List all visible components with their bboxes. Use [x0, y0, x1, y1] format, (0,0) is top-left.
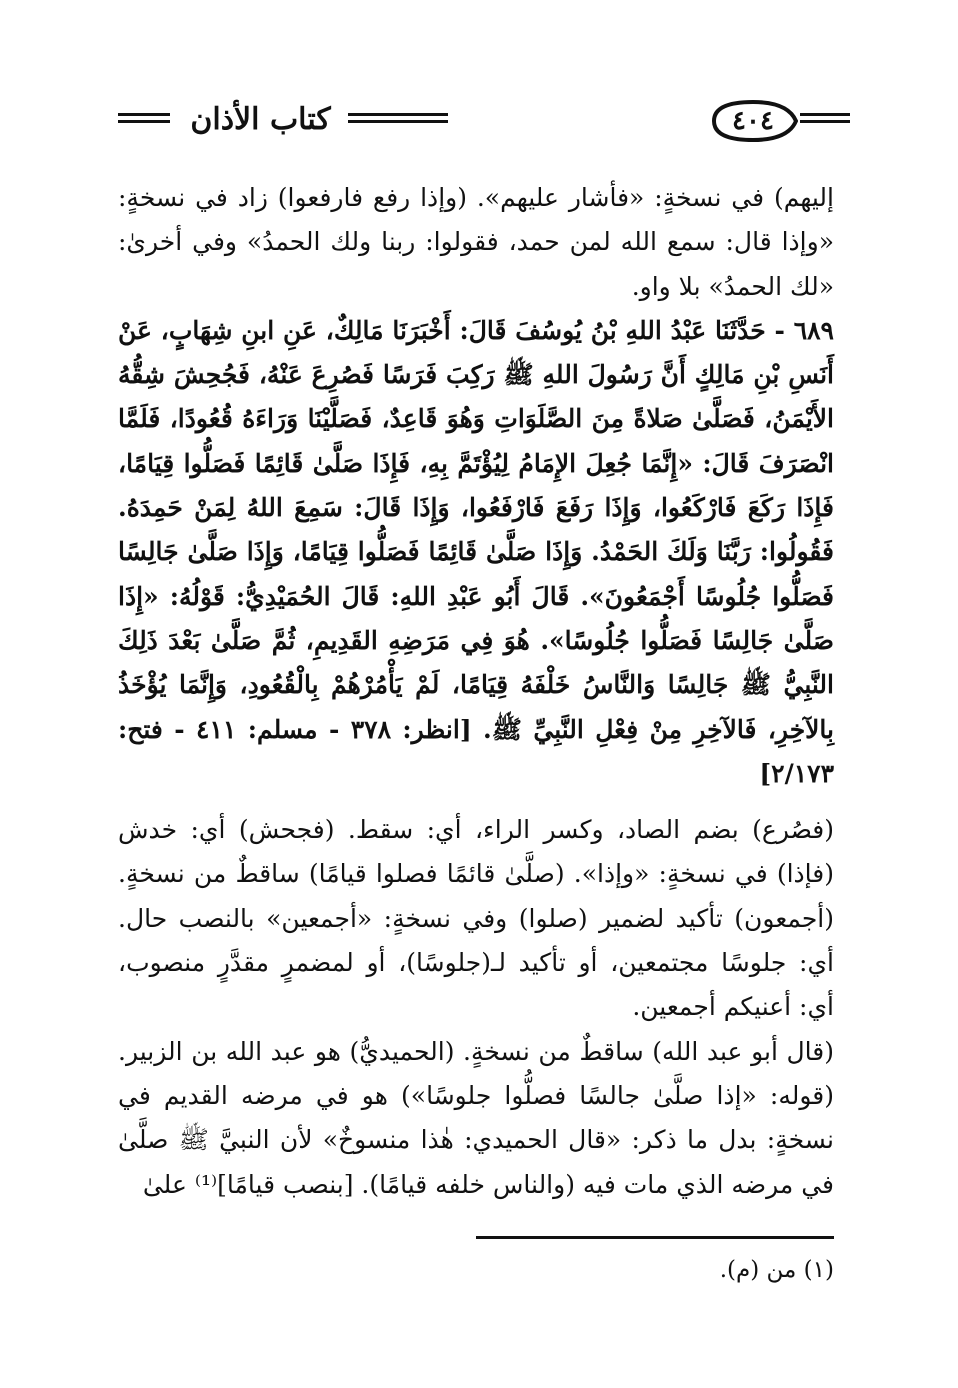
main-text	[118, 176, 834, 1207]
page-number: ٤٠٤	[732, 106, 774, 136]
footnote: (١) من (م).	[719, 1257, 834, 1283]
commentary-paragraph-1: (فصُرع) بضم الصاد، وكسر الراء، أي: سقط. (فجحش) أي: خدش (فإذا) في نسخةٍ: «وإذا». (صلَّىٰ قائمًا فصلوا قيامًا) ساقطٌ من نسخةٍ. (أجمعون) تأكيد لضمير (صلوا) وفي نسخةٍ: «أجمعين» بالنصب حال. أي: جلوسًا مجتمعين، أو تأكيد لـ(جلوسًا)، أو لمضمرٍ مقدَّرٍ منصوب، أي: أعنيكم أجمعين.	[118, 815, 834, 1022]
page-header	[118, 96, 850, 156]
page-number-badge	[708, 99, 798, 143]
header-rule-right	[800, 113, 850, 127]
header-rule-left	[118, 113, 170, 127]
commentary-paragraph-2: (قال أبو عبد الله) ساقطٌ من نسخةٍ. (الحميديُّ) هو عبد الله بن الزبير. (قوله: «إذا صلَّىٰ جالسًا فصلُّوا جلوسًا») هو في مرضه القديم في نسخةٍ: بدل ما ذكر: «قال الحميدي: هٰذا منسوخٌ» لأن النبيَّ ﷺ صلَّىٰ في مرضه الذي مات فيه (والناس خلفه قيامًا). [بنصب قيامًا]⁽¹⁾ علىٰ	[118, 1036, 834, 1199]
footnote-separator	[476, 1236, 834, 1239]
running-title: كتاب الأذان	[190, 102, 331, 137]
intro-paragraph: إليهم) في نسخةٍ: «فأشار عليهم». (وإذا رفع فارفعوا) زاد في نسخةٍ: «وإذا قال: سمع الله لمن حمد، فقولوا: ربنا ولك الحمدُ» وفي أخرىٰ: «لك الحمدُ» بلا واو.	[118, 183, 834, 301]
header-rule-middle	[348, 113, 448, 127]
hadith-paragraph: ٦٨٩ - حَدَّثَنَا عَبْدُ اللهِ بْنُ يُوسُفَ قَالَ: أَخْبَرَنَا مَالِكٌ، عَنِ ابنِ شِهَابٍ، عَنْ أَنَسِ بْنِ مَالِكٍ أَنَّ رَسُولَ اللهِ ﷺ رَكِبَ فَرَسًا فَصُرِعَ عَنْهُ، فَجُحِشَ شِقُّهُ الأَيْمَنُ، فَصَلَّىٰ صَلاةً مِنَ الصَّلَوَاتِ وَهُوَ قَاعِدٌ، فَصَلَّيْنَا وَرَاءَهُ قُعُودًا، فَلَمَّا انْصَرَفَ قَالَ: «إِنَّمَا جُعِلَ الإِمَامُ لِيُؤْتَمَّ بِهِ، فَإِذَا صَلَّىٰ قَائِمًا فَصَلُّوا قِيَامًا، فَإِذَا رَكَعَ فَارْكَعُوا، وَإِذَا رَفَعَ فَارْفَعُوا، وَإِذَا قَالَ: سَمِعَ اللهُ لِمَنْ حَمِدَهُ. فَقُولُوا: رَبَّنَا وَلَكَ الحَمْدُ. وَإِذَا صَلَّىٰ قَائِمًا فَصَلُّوا قِيَامًا، وَإِذَا صَلَّىٰ جَالِسًا فَصَلُّوا جُلُوسًا أَجْمَعُونَ». قَالَ أَبُو عَبْدِ اللهِ: قَالَ الحُمَيْدِيُّ: قَوْلُهُ: «إِذَا صَلَّىٰ جَالِسًا فَصَلُّوا جُلُوسًا». هُوَ فِي مَرَضِهِ القَدِيمِ، ثُمَّ صَلَّىٰ بَعْدَ ذَلِكَ النَّبِيُّ ﷺ جَالِسًا وَالنَّاسُ خَلْفَهُ قِيَامًا، لَمْ يَأْمُرْهُمْ بِالْقُعُودِ، وَإِنَّمَا يُؤْخَذُ بِالآخِرِ، فَالآخِرِ مِنْ فِعْلِ النَّبِيِّ ﷺ. [انظر: ٣٧٨ - مسلم: ٤١١ - فتح: ٢/١٧٣]	[118, 315, 834, 788]
